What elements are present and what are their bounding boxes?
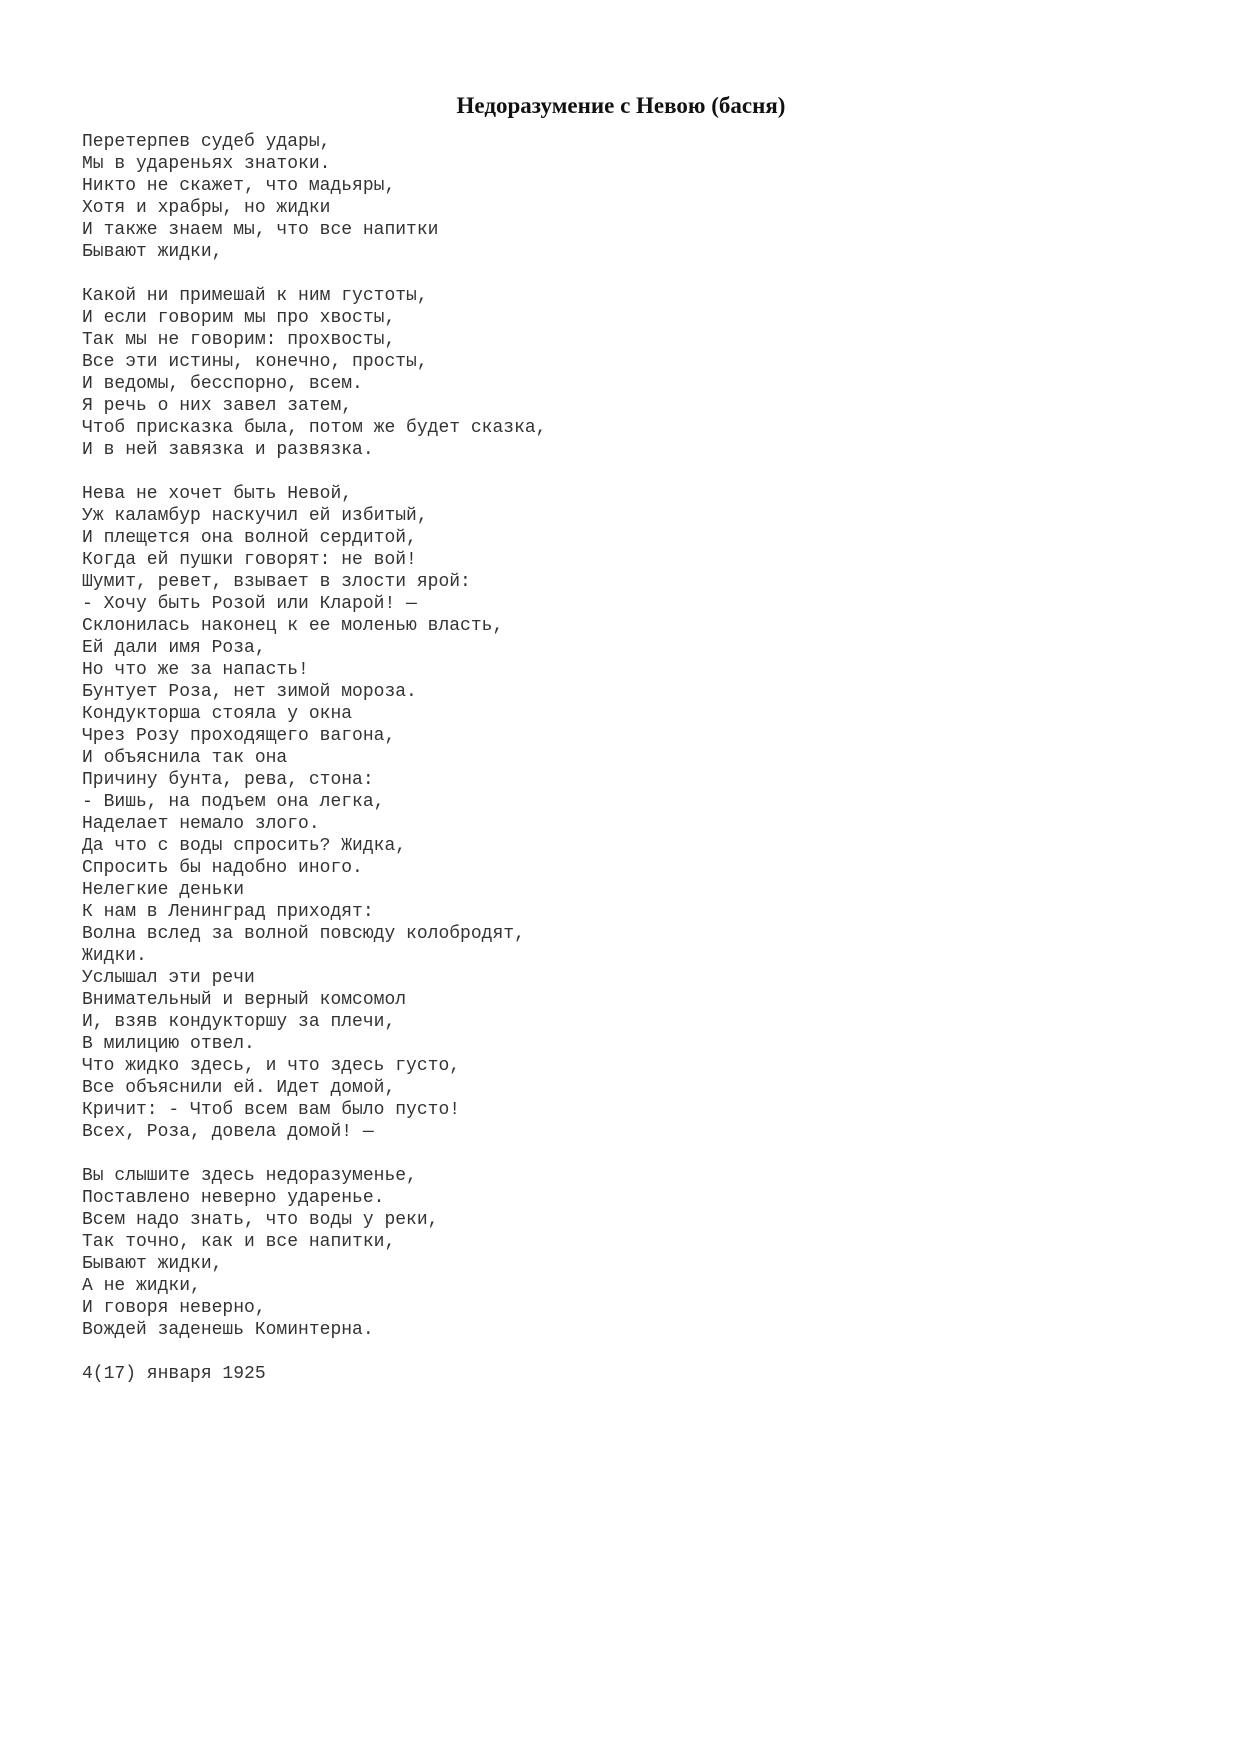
poem-line: Никто не скажет, что мадьяры, [82,176,396,196]
poem-line: Перетерпев судеб удары, [82,132,331,152]
poem-line: Бунтует Роза, нет зимой мороза. [82,682,417,702]
poem-line: Всем надо знать, что воды у реки, [82,1210,439,1230]
poem-line: Уж каламбур наскучил ей избитый, [82,506,428,526]
poem-line: К нам в Ленинград приходят: [82,902,374,922]
stanza-2 [82,285,1182,461]
poem-line: Шумит, ревет, взывает в злости ярой: [82,572,471,592]
poem-line: Все объяснили ей. Идет домой, [82,1078,396,1098]
poem-line: Поставлено неверно ударенье. [82,1188,385,1208]
poem-line: Чтоб присказка была, потом же будет сказка, [82,418,547,438]
poem-line: Я речь о них завел затем, [82,396,353,416]
poem-line: И плещется она волной сердитой, [82,528,417,548]
poem-line: Бывают жидки, [82,1254,223,1274]
poem-line: Бывают жидки, [82,242,223,262]
poem-date: 4(17) января 1925 [82,1364,266,1384]
poem-line: А не жидки, [82,1276,201,1296]
poem-line: Мы в удареньях знатоки. [82,154,331,174]
poem-line: Кондукторша стояла у окна [82,704,353,724]
poem-line: Волна вслед за волной повсюду колобродят, [82,924,525,944]
poem-line: Наделает немало злого. [82,814,320,834]
poem-line: Чрез Розу проходящего вагона, [82,726,396,746]
poem-line: Спросить бы надобно иного. [82,858,363,878]
poem-line: Что жидко здесь, и что здесь густо, [82,1056,461,1076]
poem-line: Внимательный и верный комсомол [82,990,407,1010]
poem-line: В милицию отвел. [82,1034,255,1054]
poem-line: И если говорим мы про хвосты, [82,308,396,328]
poem-line: - Хочу быть Розой или Кларой! — [82,594,417,614]
stanza-1 [82,131,1182,263]
poem-line: Ей дали имя Роза, [82,638,266,658]
poem-line: Вы слышите здесь недоразуменье, [82,1166,417,1186]
poem-line: Всех, Роза, довела домой! — [82,1122,374,1142]
poem-body [82,131,1182,1385]
poem-line: - Вишь, на подъем она легка, [82,792,385,812]
poem-line: Жидки. [82,946,147,966]
stanza-4 [82,1165,1182,1341]
poem-line: Когда ей пушки говорят: не вой! [82,550,417,570]
poem-line: Так мы не говорим: прохвосты, [82,330,396,350]
poem-line: Причину бунта, рева, стона: [82,770,374,790]
poem-line: Вождей заденешь Коминтерна. [82,1320,374,1340]
poem-title: Недоразумение с Невою (басня) [456,93,786,118]
poem-line: Услышал эти речи [82,968,255,988]
poem-line: И говоря неверно, [82,1298,266,1318]
poem-line: Нева не хочет быть Невой, [82,484,353,504]
poem-line: Да что с воды спросить? Жидка, [82,836,407,856]
poem-line: Но что же за напасть! [82,660,309,680]
poem-line: Так точно, как и все напитки, [82,1232,396,1252]
poem-line: Все эти истины, конечно, просты, [82,352,428,372]
poem-line: Кричит: - Чтоб всем вам было пусто! [82,1100,461,1120]
poem-line: И объяснила так она [82,748,288,768]
poem-line: Склонилась наконец к ее моленью власть, [82,616,504,636]
poem-line: И также знаем мы, что все напитки [82,220,439,240]
poem-line: Какой ни примешай к ним густоты, [82,286,428,306]
poem-line: И ведомы, бесспорно, всем. [82,374,363,394]
poem-line: И, взяв кондукторшу за плечи, [82,1012,396,1032]
poem-line: Нелегкие деньки [82,880,245,900]
stanza-3 [82,483,1182,1143]
poem-line: И в ней завязка и развязка. [82,440,374,460]
poem-line: Хотя и храбры, но жидки [82,198,331,218]
